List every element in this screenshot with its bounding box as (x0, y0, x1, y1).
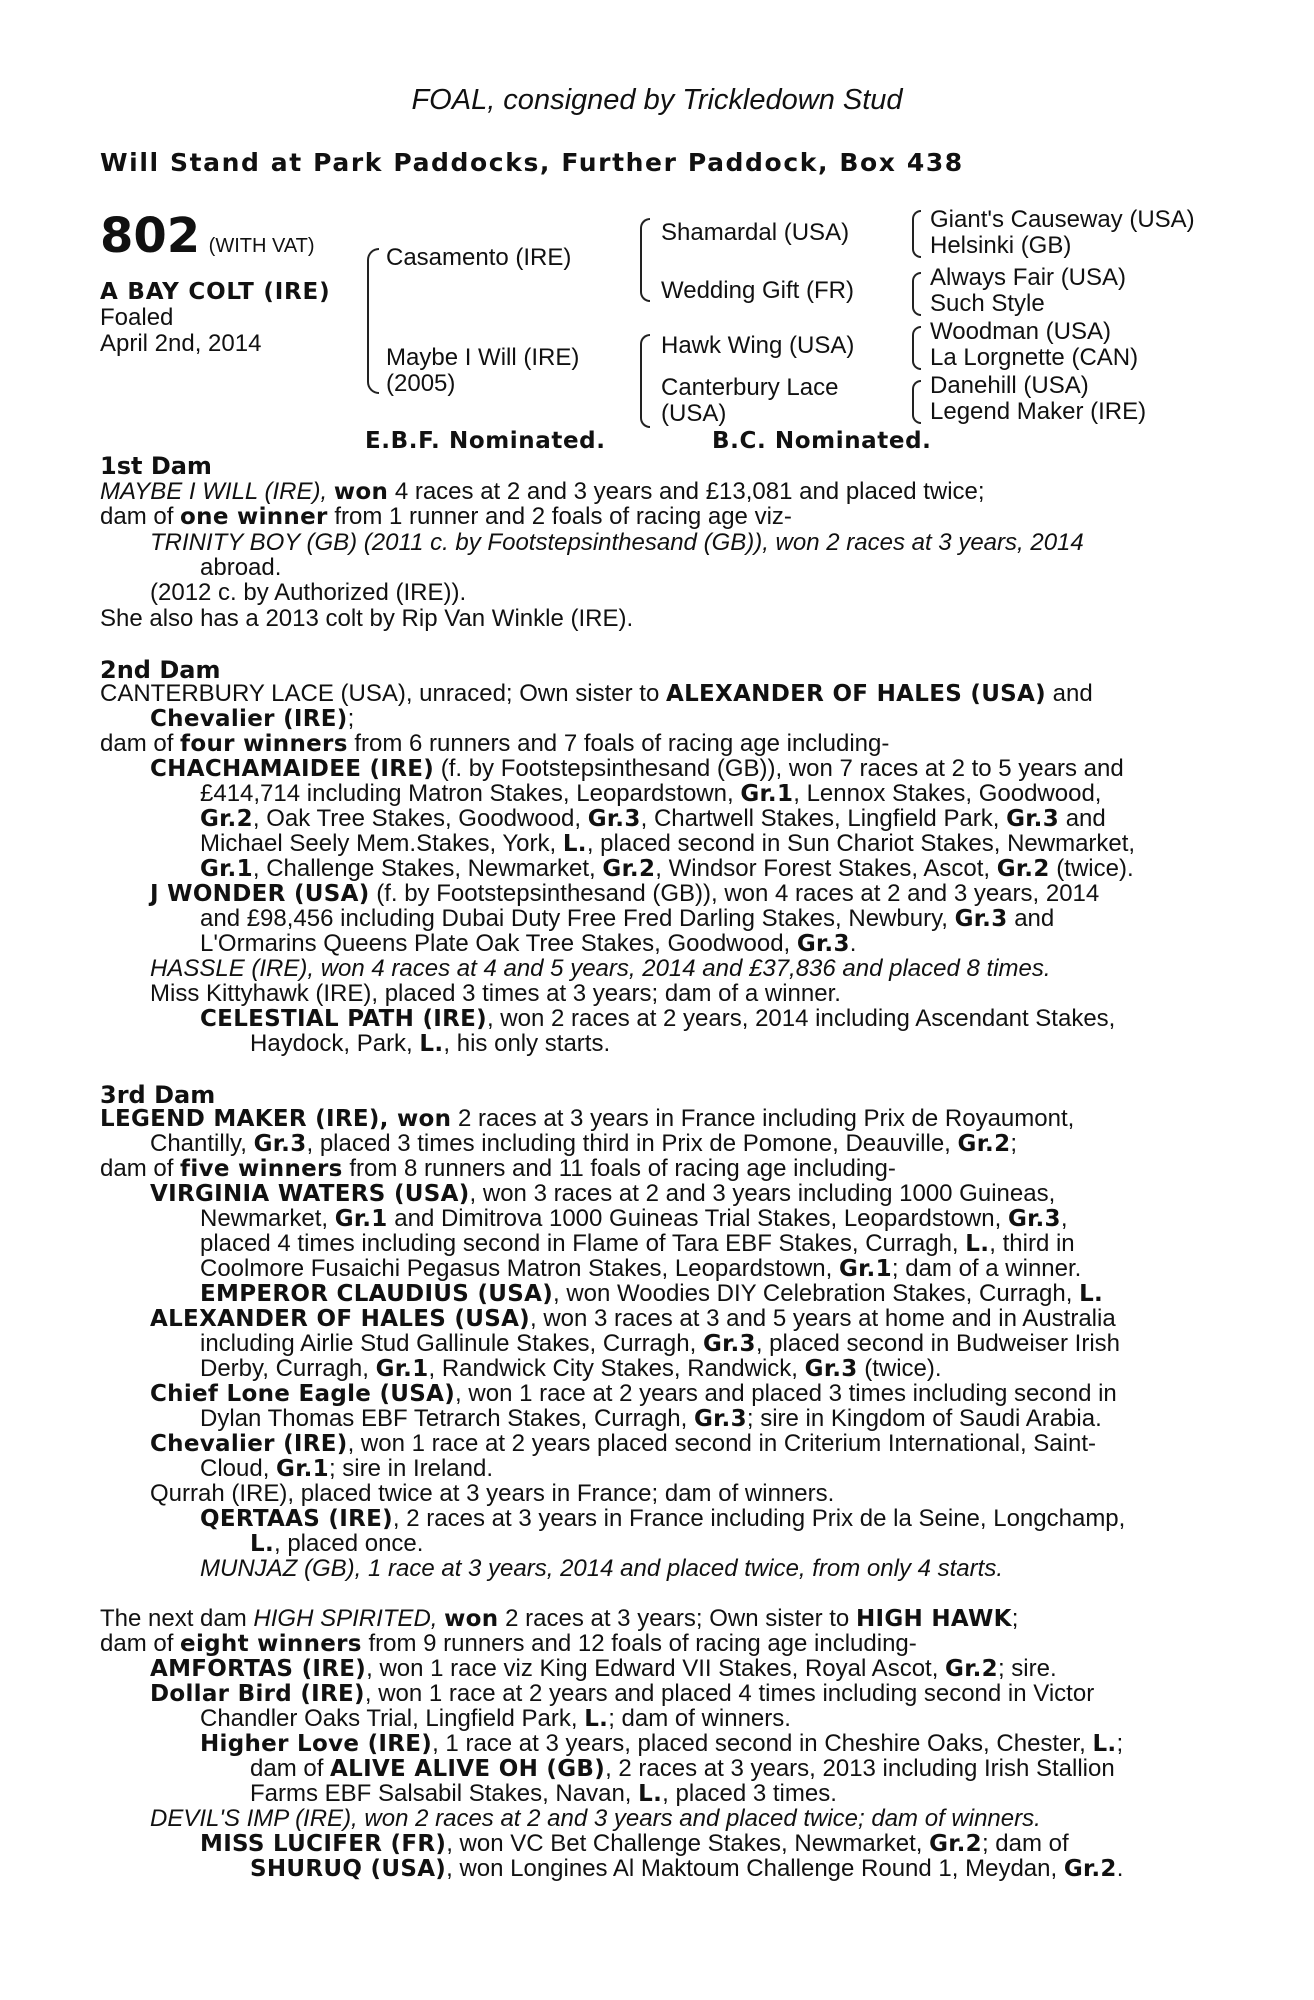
text-span: , placed second in Sun Chariot Stakes, Newmarket, (586, 830, 1136, 857)
pedigree-gg4: Such Style (930, 290, 1045, 317)
foaled-date: April 2nd, 2014 (100, 330, 262, 357)
bc-nominated: B.C. Nominated. (712, 428, 932, 454)
text-span: , Randwick City Stakes, Randwick, (428, 1355, 798, 1382)
text-span: , 2 races at 3 years in France including Prix de la Seine, Longchamp, (392, 1505, 1126, 1532)
text-span: , won Longines Al Maktoum Challenge Round 1, Meydan, (446, 1855, 1058, 1882)
pedigree-brace-g4 (912, 380, 921, 424)
virginia-waters-l3 (200, 1231, 1075, 1257)
grade: Gr.2 (929, 1831, 982, 1857)
grade: L. (419, 1031, 444, 1057)
celestial-path-l1 (200, 1006, 1115, 1032)
pedigree-brace-sire (640, 218, 650, 302)
grade: L. (965, 1231, 990, 1257)
grade: L. (1079, 1281, 1104, 1307)
grade: Gr.1 (839, 1256, 892, 1282)
qertaas-l2 (250, 1531, 423, 1557)
text-span: , won 1 race at 2 years and placed 4 times including second in Victor (364, 1680, 1095, 1707)
horse-name: HIGH HAWK (855, 1606, 1012, 1632)
horse-name: CELESTIAL PATH (IRE) (200, 1006, 487, 1032)
produce-miss-kittyhawk: Miss Kittyhawk (IRE), placed 3 times at 3 years; dam of a winner. (150, 980, 841, 1007)
second-dam-line1 (100, 681, 1093, 707)
text-span: , won 1 race viz King Edward VII Stakes, Royal Ascot, (366, 1655, 939, 1682)
text-span: Haydock, Park, (250, 1030, 413, 1057)
higher-love-l2 (250, 1756, 1115, 1782)
stand-location: Will Stand at Park Paddocks, Further Paddock, Box 438 (100, 148, 964, 177)
j-wonder-l2 (200, 906, 1054, 932)
text-span: ; dam of (981, 1830, 1069, 1857)
pedigree-dam-dam-country: (USA) (661, 400, 727, 427)
first-dam-line (100, 479, 985, 505)
grade: Gr.3 (693, 1406, 747, 1432)
won-label: won (333, 479, 389, 505)
text-span: Newmarket, (200, 1205, 329, 1232)
pedigree-dam-dam: Canterbury Lace (661, 374, 839, 401)
text-span: , won 2 races at 2 years, 2014 including Ascendant Stakes, (486, 1005, 1116, 1032)
grade: Gr.3 (804, 1356, 858, 1382)
horse-name: ALIVE ALIVE OH (GB) (330, 1756, 606, 1782)
text-span: . (849, 930, 857, 957)
horse-name: EMPEROR CLAUDIUS (USA) (200, 1281, 554, 1307)
pedigree-dam: Maybe I Will (IRE) (386, 344, 580, 371)
text-span: ; (347, 705, 355, 732)
text-span: Dylan Thomas EBF Tetrarch Stakes, Curragh, (200, 1405, 688, 1432)
horse-name: MISS LUCIFER (FR) (200, 1831, 447, 1857)
virginia-waters-l2 (200, 1206, 1068, 1232)
horse-name: QERTAAS (IRE) (200, 1506, 393, 1532)
text-span: dam of (100, 1155, 174, 1182)
produce-2013: She also has a 2013 colt by Rip Van Winkle (IRE). (100, 605, 634, 632)
horse-name: HIGH SPIRITED, (253, 1605, 438, 1632)
grade: Gr.3 (1006, 806, 1060, 832)
chevalier-l1 (150, 1431, 1096, 1457)
horse-name: Chevalier (IRE) (150, 706, 348, 732)
text-span: dam of (100, 1630, 174, 1657)
pedigree-brace-g1 (912, 210, 921, 258)
text-span: 2 races at 3 years in France including Prix de Royaumont, (458, 1105, 1075, 1132)
winner-count: five winners (180, 1156, 343, 1182)
chief-lone-eagle-l1 (150, 1381, 1117, 1407)
lot-name: A BAY COLT (IRE) (100, 279, 331, 305)
third-dam-heading: 3rd Dam (100, 1081, 216, 1109)
grade: L. (562, 831, 587, 857)
text-span: Coolmore Fusaichi Pegasus Matron Stakes, Leopardstown, (200, 1255, 833, 1282)
second-dam-produce-summary (100, 731, 889, 757)
grade: Gr.2 (996, 856, 1050, 882)
ebf-nominated: E.B.F. Nominated. (365, 428, 606, 454)
j-wonder-l1 (150, 881, 1099, 907)
lot-number-value: 802 (100, 208, 201, 264)
text-span: from 9 runners and 12 foals of racing age including- (368, 1630, 917, 1657)
text-span: 2 races at 3 years; Own sister to (505, 1605, 850, 1632)
miss-lucifer (200, 1831, 1069, 1857)
text-span: (twice). (864, 1355, 942, 1382)
text-span: , Lennox Stakes, Goodwood, (793, 780, 1102, 807)
pedigree-gg8: Legend Maker (IRE) (930, 398, 1147, 425)
grade: L. (250, 1531, 274, 1557)
grade: L. (584, 1706, 609, 1732)
qertaas-l1 (200, 1506, 1125, 1532)
text-span: from 1 runner and 2 foals of racing age viz- (334, 503, 792, 530)
alexander-of-hales-l2 (200, 1331, 1120, 1357)
text-span: . (1116, 1855, 1124, 1882)
chachamaidee-l5 (200, 856, 1134, 882)
text-span: CANTERBURY LACE (USA), unraced; Own sister to (100, 680, 660, 707)
produce-qurrah: Qurrah (IRE), placed twice at 3 years in France; dam of winners. (150, 1480, 835, 1507)
text-span: , Oak Tree Stakes, Goodwood, (252, 805, 582, 832)
text-span: , 2 races at 3 years, 2013 including Irish Stallion (605, 1755, 1115, 1782)
dollar-bird-l2 (200, 1706, 791, 1732)
text-span: , won VC Bet Challenge Stakes, Newmarket, (446, 1830, 923, 1857)
text-span: Chantilly, (150, 1130, 247, 1157)
text-span: , Challenge Stakes, Newmarket, (252, 855, 596, 882)
grade: L. (1092, 1731, 1117, 1757)
text-span: , won 1 race at 2 years and placed 3 times including second in (455, 1380, 1117, 1407)
text-span: , third in (989, 1230, 1075, 1257)
text-span: , won 3 races at 2 and 3 years including 1000 Guineas, (469, 1180, 1056, 1207)
grade: Gr.2 (957, 1131, 1011, 1157)
winner-count: four winners (180, 731, 348, 757)
chachamaidee-l1 (150, 756, 1124, 782)
chachamaidee-l2 (200, 781, 1101, 807)
grade: Gr.1 (375, 1356, 429, 1382)
won-label: , won (379, 1106, 452, 1132)
produce-devils-imp: DEVIL'S IMP (IRE), won 2 races at 2 and 3 years and placed twice; dam of winners. (150, 1805, 1041, 1832)
horse-name: Dollar Bird (IRE) (150, 1681, 365, 1707)
foaled-label: Foaled (100, 304, 174, 331)
chevalier-l2 (200, 1456, 493, 1482)
second-dam-heading: 2nd Dam (100, 656, 221, 684)
text-span: , 1 race at 3 years, placed second in Cheshire Oaks, Chester, (432, 1730, 1086, 1757)
page-title: FOAL, consigned by Trickledown Stud (411, 84, 903, 116)
produce-trinity-boy: TRINITY BOY (GB) (2011 c. by Footstepsinthesand (GB)), won 2 races at 3 years, 2014 (150, 529, 1084, 556)
grade: Gr.3 (587, 806, 641, 832)
winner-count: eight winners (180, 1631, 362, 1657)
grade: Gr.2 (200, 806, 253, 832)
celestial-path-l2 (250, 1031, 610, 1057)
text-span: ; (1116, 1730, 1124, 1757)
horse-name: J WONDER (USA) (150, 881, 370, 907)
legend-maker-l1 (100, 1106, 1074, 1132)
text-span: from 6 runners and 7 foals of racing age including- (354, 730, 890, 757)
text-span: , placed once. (274, 1530, 424, 1557)
pedigree-gg6: La Lorgnette (CAN) (930, 344, 1139, 371)
chief-lone-eagle-l2 (200, 1406, 1102, 1432)
text-span: ; sire in Ireland. (328, 1455, 494, 1482)
amfortas (150, 1656, 1057, 1682)
alexander-of-hales-l3 (200, 1356, 942, 1382)
first-dam-heading: 1st Dam (100, 452, 212, 480)
text-span: Derby, Curragh, (200, 1355, 369, 1382)
pedigree-gg3: Always Fair (USA) (930, 264, 1127, 291)
text-span: ; (1011, 1605, 1019, 1632)
grade: Gr.3 (954, 906, 1008, 932)
grade: L. (638, 1781, 663, 1807)
pedigree-brace-dam (640, 334, 650, 428)
produce-munjaz: MUNJAZ (GB), 1 race at 3 years, 2014 and placed twice, from only 4 starts. (200, 1555, 1003, 1582)
text-span: (twice). (1056, 855, 1134, 882)
legend-maker-l2 (150, 1131, 1017, 1157)
text-span: ; dam of winners. (608, 1705, 791, 1732)
grade: Gr.3 (253, 1131, 307, 1157)
pedigree-sire-dam: Wedding Gift (FR) (661, 277, 854, 304)
j-wonder-l3 (200, 931, 856, 957)
horse-name: Higher Love (IRE) (200, 1731, 433, 1757)
winner-count: one winner (180, 504, 328, 530)
text-span: and £98,456 including Dubai Duty Free Fred Darling Stakes, Newbury, (200, 905, 948, 932)
emperor-claudius (200, 1281, 1103, 1307)
pedigree-dam-year: (2005) (386, 370, 456, 397)
horse-name: ALEXANDER OF HALES (USA) (665, 681, 1046, 707)
grade: Gr.3 (702, 1331, 756, 1357)
higher-love-l3 (250, 1781, 837, 1807)
grade: Gr.3 (1007, 1206, 1061, 1232)
text-span: ; sire. (997, 1655, 1057, 1682)
text-span: and (1052, 680, 1093, 707)
pedigree-gg1: Giant's Causeway (USA) (930, 206, 1195, 233)
text-span: Farms EBF Salsabil Stakes, Navan, (250, 1780, 632, 1807)
grade: Gr.2 (602, 856, 656, 882)
pedigree-gg7: Danehill (USA) (930, 372, 1089, 399)
text-span: ; (1010, 1130, 1018, 1157)
text-span: £414,714 including Matron Stakes, Leopardstown, (200, 780, 734, 807)
horse-name: ALEXANDER OF HALES (USA) (150, 1306, 530, 1332)
pedigree-dam-sire: Hawk Wing (USA) (661, 332, 855, 359)
alexander-of-hales-l1 (150, 1306, 1116, 1332)
virginia-waters-l4 (200, 1256, 1081, 1282)
text-span: , his only starts. (443, 1030, 611, 1057)
third-dam-produce-summary (100, 1156, 896, 1182)
text-span: , won Woodies DIY Celebration Stakes, Curragh, (553, 1280, 1073, 1307)
horse-name: Chief Lone Eagle (USA) (150, 1381, 456, 1407)
virginia-waters-l1 (150, 1181, 1055, 1207)
produce-trinity-boy-cont: abroad. (200, 554, 282, 581)
next-dam-produce-summary (100, 1631, 917, 1657)
text-span: and Dimitrova 1000 Guineas Trial Stakes, Leopardstown, (394, 1205, 1002, 1232)
text-span: dam of (100, 503, 174, 530)
pedigree-gg2: Helsinki (GB) (930, 232, 1072, 259)
text-span: L'Ormarins Queens Plate Oak Tree Stakes, Goodwood, (200, 930, 791, 957)
text-span: , won 3 races at 3 and 5 years at home and in Australia (530, 1305, 1116, 1332)
comma: , (1060, 1205, 1068, 1232)
pedigree-brace-g2 (912, 272, 921, 316)
text-span: and (1014, 905, 1055, 932)
horse-name: SHURUQ (USA) (250, 1856, 447, 1882)
text-span: including Airlie Stud Gallinule Stakes, Curragh, (200, 1330, 697, 1357)
grade: Gr.1 (740, 781, 794, 807)
horse-name: LEGEND MAKER (IRE) (100, 1106, 380, 1132)
text-span: , placed 3 times including third in Prix de Pomone, Deauville, (306, 1130, 951, 1157)
produce-hassle: HASSLE (IRE), won 4 races at 4 and 5 years, 2014 and £37,836 and placed 8 times. (150, 955, 1051, 982)
horse-name: VIRGINIA WATERS (USA) (150, 1181, 470, 1207)
shuruq (250, 1856, 1123, 1882)
higher-love-l1 (200, 1731, 1123, 1757)
text-span: ; dam of a winner. (891, 1255, 1082, 1282)
text-span: and (1065, 805, 1106, 832)
text-span: , Windsor Forest Stakes, Ascot, (655, 855, 991, 882)
grade: Gr.1 (200, 856, 253, 882)
text-span: , placed 3 times. (662, 1780, 837, 1807)
lot-vat: (WITH VAT) (208, 235, 315, 257)
chachamaidee-l4 (200, 831, 1135, 857)
grade: Gr.1 (334, 1206, 388, 1232)
produce-2012: (2012 c. by Authorized (IRE)). (150, 579, 467, 606)
horse-name: CHACHAMAIDEE (IRE) (150, 756, 435, 782)
grade: Gr.3 (796, 931, 850, 957)
pedigree-sire: Casamento (IRE) (386, 244, 572, 271)
text-span: , placed second in Budweiser Irish (755, 1330, 1121, 1357)
horse-name: Chevalier (IRE) (150, 1431, 348, 1457)
dam-record: 4 races at 2 and 3 years and £13,081 and placed twice; (394, 478, 985, 505)
grade: Gr.1 (276, 1456, 329, 1482)
text-span: (f. by Footstepsinthesand (GB)), won 4 races at 2 and 3 years, 2014 (376, 880, 1100, 907)
chachamaidee-l3 (200, 806, 1106, 832)
text-span: placed 4 times including second in Flame of Tara EBF Stakes, Curragh, (200, 1230, 959, 1257)
text-span: , won 1 race at 2 years placed second in Criterium International, Saint- (347, 1430, 1096, 1457)
next-dam-l1 (100, 1606, 1018, 1632)
first-dam-produce-summary (100, 504, 792, 530)
dollar-bird-l1 (150, 1681, 1094, 1707)
text-span: Chandler Oaks Trial, Lingfield Park, (200, 1705, 578, 1732)
pedigree-sire-sire: Shamardal (USA) (661, 219, 850, 246)
text-span: dam of (250, 1755, 324, 1782)
text-span: , Chartwell Stakes, Lingfield Park, (640, 805, 1000, 832)
text-span: dam of (100, 730, 174, 757)
text-span: Michael Seely Mem.Stakes, York, (200, 830, 557, 857)
text-span: Cloud, (200, 1455, 270, 1482)
pedigree-brace-g3 (912, 326, 921, 370)
grade: Gr.2 (1063, 1856, 1117, 1882)
won-label: won (444, 1606, 499, 1632)
pedigree-brace-main (367, 248, 379, 394)
lot-number (100, 208, 315, 264)
dam-name: MAYBE I WILL (IRE), (100, 478, 328, 505)
pedigree-gg5: Woodman (USA) (930, 318, 1111, 345)
text-span: The next dam (100, 1605, 247, 1632)
grade: Gr.2 (945, 1656, 998, 1682)
second-dam-line2 (150, 706, 354, 732)
text-span: (f. by Footstepsinthesand (GB)), won 7 races at 2 to 5 years and (440, 755, 1124, 782)
text-span: ; sire in Kingdom of Saudi Arabia. (746, 1405, 1102, 1432)
horse-name: AMFORTAS (IRE) (150, 1656, 367, 1682)
text-span: from 8 runners and 11 foals of racing age including- (349, 1155, 896, 1182)
